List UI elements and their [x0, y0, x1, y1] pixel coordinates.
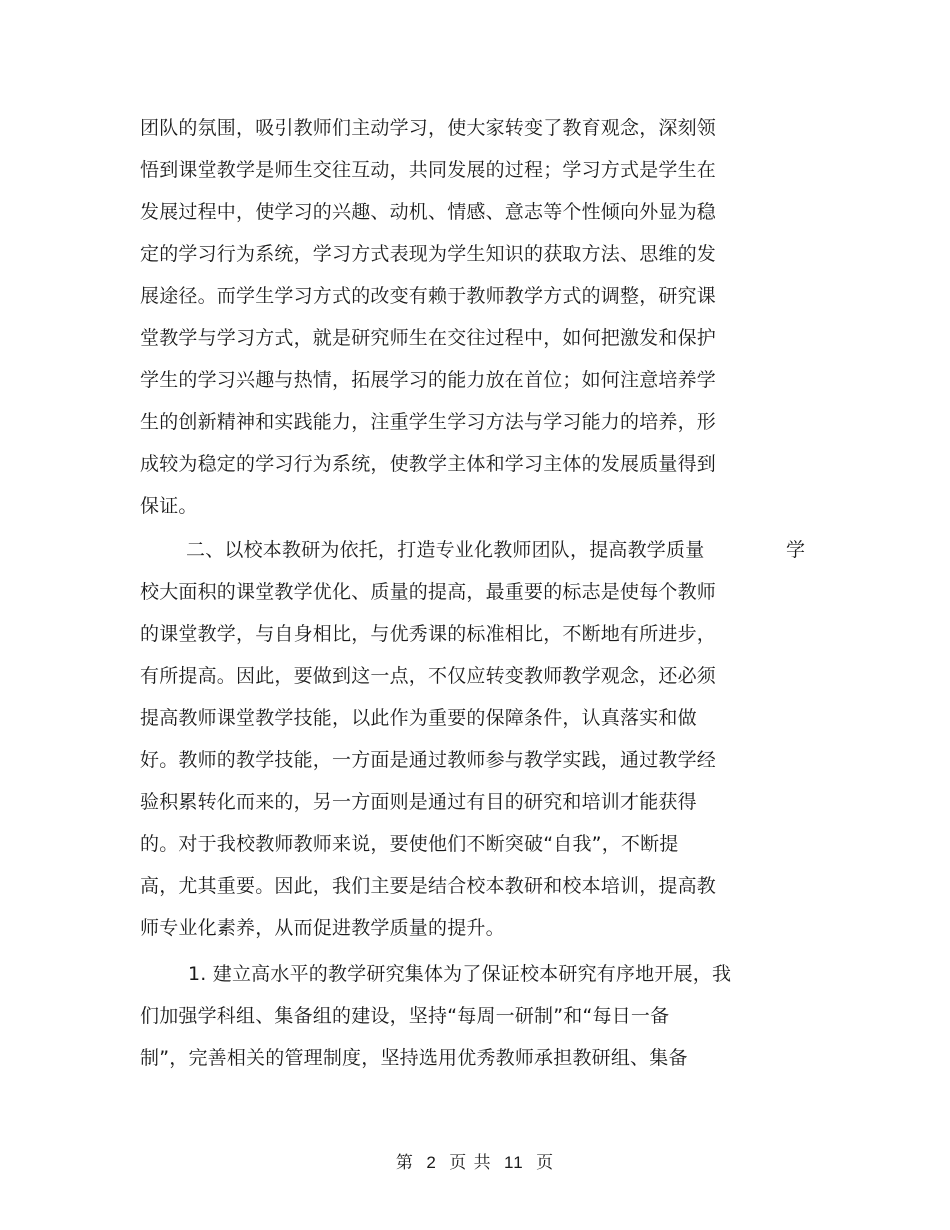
paragraph-line: 发展过程中，使学习的兴趣、动机、情感、意志等个性倾向外显为稳	[140, 201, 717, 223]
paragraph-line: 们加强学科组、集备组的建设，坚持“每周一研制”和“每日一备	[140, 1005, 670, 1027]
numbered-item-heading: 1. 建立高水平的教学研究集体为了保证校本研究有序地开展，我	[188, 963, 732, 985]
paragraph-line: 的课堂教学，与自身相比，与优秀课的标准相比，不断地有所进步，	[140, 623, 717, 645]
paragraph-line: 制”，完善相关的管理制度，坚持选用优秀教师承担教研组、集备	[140, 1047, 688, 1069]
paragraph-line: 有所提高。因此，要做到这一点，不仅应转变教师教学观念，还必须	[140, 665, 717, 687]
paragraph-line: 生的创新精神和实践能力，注重学生学习方法与学习能力的培养，形	[140, 411, 717, 433]
paragraph-line: 定的学习行为系统，学习方式表现为学生知识的获取方法、思维的发	[140, 243, 717, 265]
paragraph-line: 校大面积的课堂教学优化、质量的提高，最重要的标志是使每个教师	[140, 581, 717, 603]
current-page-number: 2	[426, 1153, 437, 1172]
paragraph-line: 悟到课堂教学是师生交往互动，共同发展的过程；学习方式是学生在	[140, 159, 717, 181]
page-footer	[0, 1152, 950, 1174]
paragraph-line: 展途径。而学生学习方式的改变有赖于教师教学方式的调整，研究课	[140, 285, 717, 307]
paragraph-line: 成较为稳定的学习行为系统，使教学主体和学习主体的发展质量得到	[140, 453, 717, 475]
paragraph-line: 提高教师课堂教学技能，以此作为重要的保障条件，认真落实和做	[140, 707, 697, 729]
footer-suffix: 页	[536, 1153, 555, 1173]
paragraph-line: 堂教学与学习方式，就是研究师生在交往过程中，如何把激发和保护	[140, 327, 717, 349]
section-heading: 二、以校本教研为依托，打造专业化教师团队，提高教学质量	[186, 539, 705, 561]
section-heading-tail: 学	[786, 539, 806, 561]
footer-prefix: 第	[395, 1153, 414, 1173]
paragraph-line: 团队的氛围，吸引教师们主动学习，使大家转变了教育观念，深刻领	[140, 117, 717, 139]
paragraph-line: 师专业化素养，从而促进教学质量的提升。	[140, 917, 505, 939]
paragraph-line: 学生的学习兴趣与热情，拓展学习的能力放在首位；如何注意培养学	[140, 369, 717, 391]
paragraph-line: 好。教师的教学技能，一方面是通过教师参与教学实践，通过教学经	[140, 749, 717, 771]
paragraph-line: 保证。	[140, 495, 198, 517]
paragraph-line: 验积累转化而来的，另一方面则是通过有目的研究和培训才能获得	[140, 791, 697, 813]
paragraph-line: 的。对于我校教师教师来说，要使他们不断突破“自我”，不断提	[140, 833, 679, 855]
paragraph-line: 高，尤其重要。因此，我们主要是结合校本教研和校本培训，提高教	[140, 875, 717, 897]
footer-middle: 页 共	[449, 1153, 492, 1173]
total-page-count: 11	[504, 1153, 524, 1172]
